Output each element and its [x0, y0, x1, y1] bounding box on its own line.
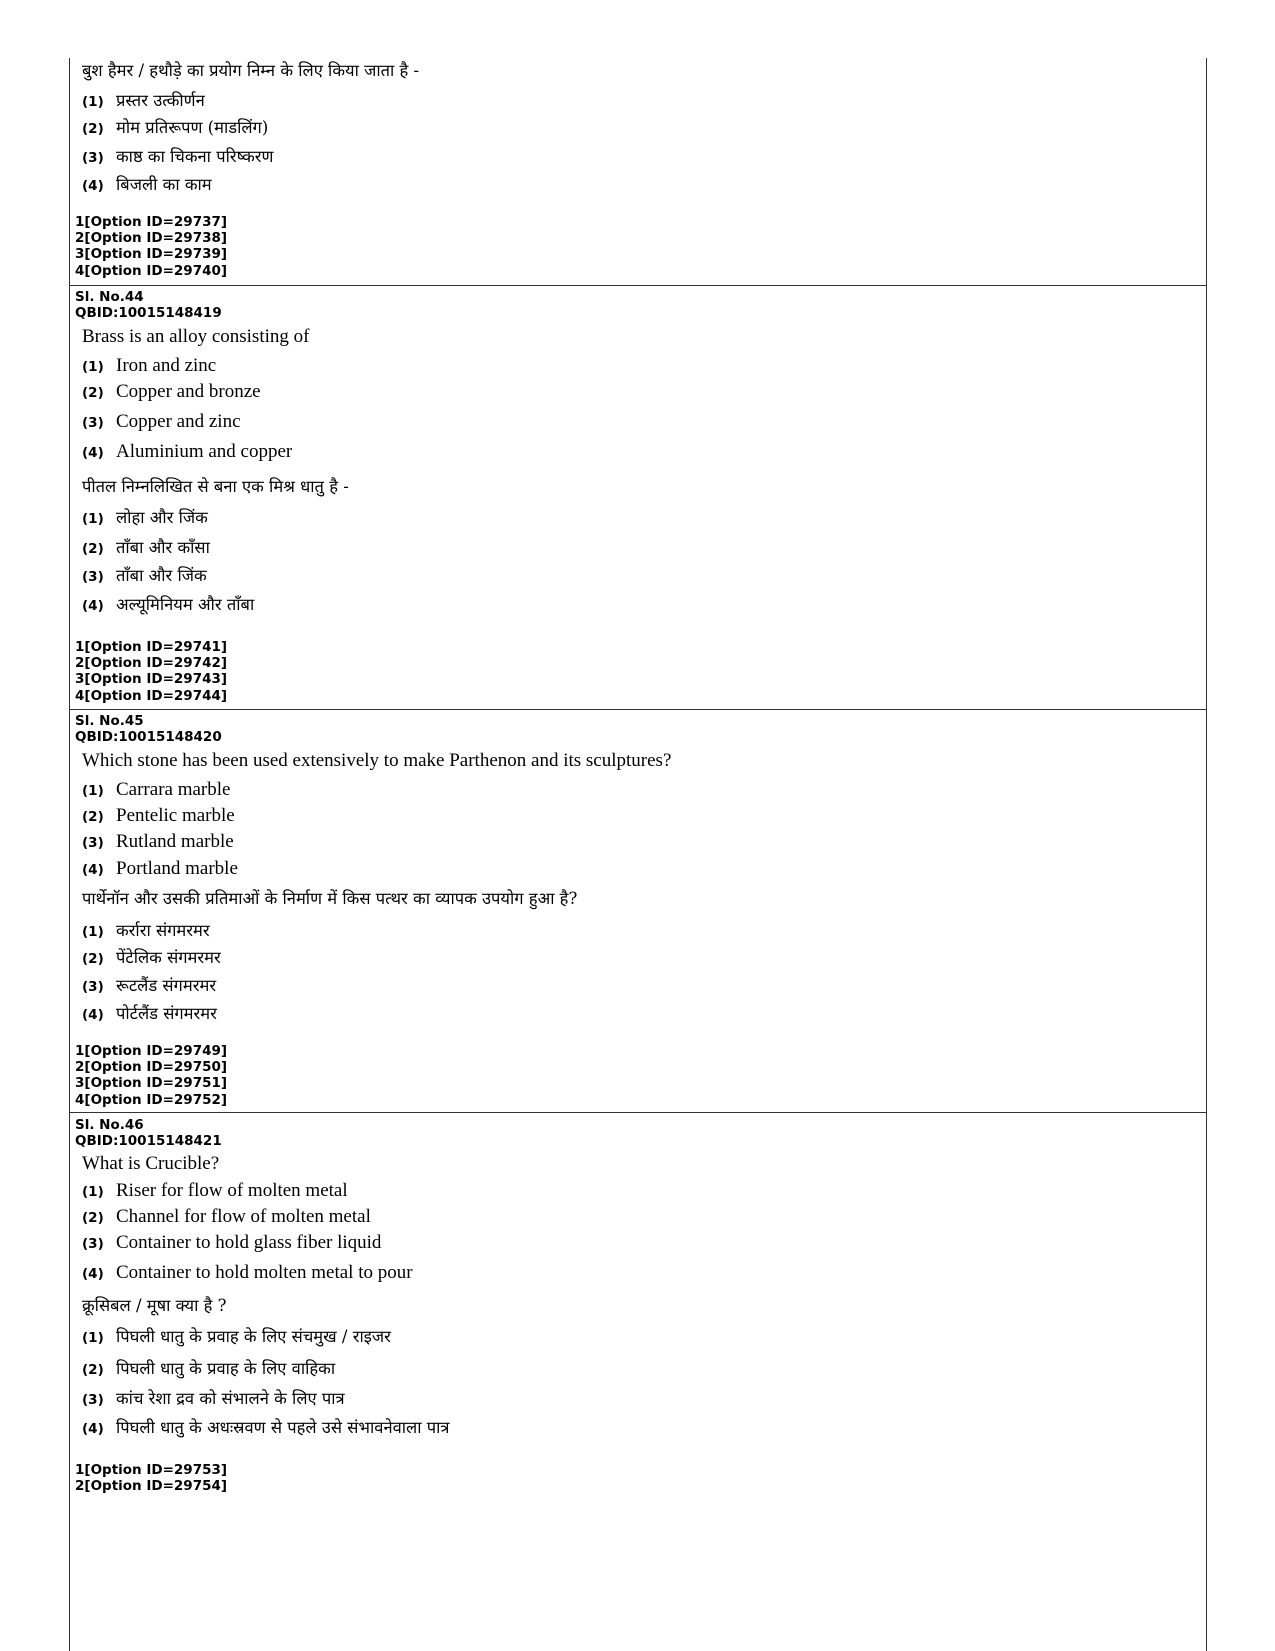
option-number: (4): [82, 445, 104, 461]
option-number: (1): [82, 1184, 104, 1200]
option-number: (3): [82, 979, 104, 995]
option-number: (4): [82, 1421, 104, 1437]
option-number: (3): [82, 1236, 104, 1252]
question-text: Which stone has been used extensively to make Parthenon and its sculptures?: [82, 750, 672, 771]
qbid: QBID:10015148421: [75, 1133, 222, 1149]
option-id-list: [75, 1462, 227, 1494]
option-4-hindi: [82, 1003, 217, 1026]
option-text: Copper and zinc: [116, 411, 241, 432]
option-id: 1[Option ID=29749]: [75, 1043, 228, 1059]
option-3: [82, 1232, 381, 1255]
option-2-hindi: [82, 947, 221, 970]
option-text: Copper and bronze: [116, 381, 261, 402]
option-number: (1): [82, 924, 104, 940]
question-text-hindi: क्रूसिबल / मूषा क्या है ?: [82, 1296, 227, 1315]
option-text: पोर्टलैंड संगमरमर: [116, 1004, 217, 1023]
option-id: 1[Option ID=29737]: [75, 214, 228, 230]
option-4-hindi: [82, 594, 254, 617]
option-text: बिजली का काम: [116, 175, 212, 194]
option-1: [82, 355, 216, 378]
option-3: [82, 831, 234, 854]
option-text: Iron and zinc: [116, 355, 217, 376]
option-id: 1[Option ID=29741]: [75, 639, 228, 655]
option-number: (4): [82, 1007, 104, 1023]
serial-number: Sl. No.46: [75, 1117, 144, 1133]
option-number: (3): [82, 1392, 104, 1408]
option-number: (1): [82, 511, 104, 527]
option-id: 2[Option ID=29754]: [75, 1478, 228, 1495]
option-2: [82, 381, 261, 404]
option-text: काष्ठ का चिकना परिष्करण: [116, 147, 274, 166]
option-id: 4[Option ID=29744]: [75, 687, 228, 704]
option-4-hindi: [82, 1417, 450, 1440]
option-4: [82, 1262, 413, 1285]
option-id: 2[Option ID=29750]: [75, 1059, 228, 1076]
option-3: [82, 411, 241, 434]
option-1-hindi: [82, 90, 205, 113]
question-divider: [70, 1112, 1206, 1113]
option-id-list: [75, 214, 227, 279]
option-1: [82, 1180, 348, 1203]
option-number: (4): [82, 1266, 104, 1282]
qbid: QBID:10015148420: [75, 729, 222, 745]
option-2: [82, 805, 235, 828]
option-number: (1): [82, 1330, 104, 1346]
option-text: Container to hold molten metal to pour: [116, 1262, 413, 1283]
option-number: (3): [82, 569, 104, 585]
option-id: 2[Option ID=29738]: [75, 230, 228, 247]
option-number: (4): [82, 598, 104, 614]
option-4: [82, 858, 238, 881]
question-text-hindi: पीतल निम्नलिखित से बना एक मिश्र धातु है -: [82, 477, 349, 496]
option-number: (2): [82, 1210, 104, 1226]
option-text: Container to hold glass fiber liquid: [116, 1232, 382, 1253]
option-id: 3[Option ID=29751]: [75, 1075, 228, 1092]
option-text: Rutland marble: [116, 831, 234, 852]
option-text: लोहा और जिंक: [116, 508, 208, 527]
option-number: (2): [82, 951, 104, 967]
option-id: 4[Option ID=29740]: [75, 262, 228, 279]
option-number: (3): [82, 835, 104, 851]
option-id: 2[Option ID=29742]: [75, 655, 228, 672]
option-text: ताँबा और काँसा: [116, 538, 210, 557]
serial-number: Sl. No.44: [75, 289, 144, 305]
option-number: (1): [82, 94, 104, 110]
serial-number: Sl. No.45: [75, 713, 144, 729]
option-text: Pentelic marble: [116, 805, 235, 826]
option-text: पिघली धातु के प्रवाह के लिए वाहिका: [116, 1359, 336, 1378]
option-2-hindi: [82, 1358, 335, 1381]
qbid: QBID:10015148419: [75, 305, 222, 321]
option-2-hindi: [82, 117, 268, 140]
question-divider: [70, 285, 1206, 286]
question-text-hindi: बुश हैमर / हथौड़े का प्रयोग निम्न के लिए किया जाता है -: [82, 61, 420, 80]
option-1-hindi: [82, 507, 208, 530]
option-text: Channel for flow of molten metal: [116, 1206, 371, 1227]
option-text: प्रस्तर उत्कीर्णन: [116, 91, 205, 110]
option-number: (2): [82, 385, 104, 401]
option-3-hindi: [82, 565, 207, 588]
option-4-hindi: [82, 174, 212, 197]
option-number: (4): [82, 178, 104, 194]
option-id-list: [75, 639, 227, 704]
option-id: 1[Option ID=29753]: [75, 1462, 228, 1478]
option-text: पिघली धातु के प्रवाह के लिए संचमुख / राइजर: [116, 1327, 391, 1346]
option-id-list: [75, 1043, 227, 1108]
question-text-hindi: पार्थेनॉन और उसकी प्रतिमाओं के निर्माण में किस पत्थर का व्यापक उपयोग हुआ है?: [82, 889, 578, 908]
question-text: Brass is an alloy consisting of: [82, 326, 310, 347]
option-text: अल्यूमिनियम और ताँबा: [116, 595, 255, 614]
option-2-hindi: [82, 537, 210, 560]
option-id: 4[Option ID=29752]: [75, 1091, 228, 1108]
question-divider: [70, 709, 1206, 710]
option-number: (2): [82, 1362, 104, 1378]
option-3-hindi: [82, 146, 273, 169]
option-text: कर्रारा संगमरमर: [116, 921, 210, 940]
option-text: कांच रेशा द्रव को संभालने के लिए पात्र: [116, 1389, 345, 1408]
option-1: [82, 779, 230, 802]
option-number: (2): [82, 541, 104, 557]
option-text: मोम प्रतिरूपण (माडलिंग): [116, 118, 269, 137]
option-number: (3): [82, 150, 104, 166]
option-3-hindi: [82, 1388, 345, 1411]
option-number: (3): [82, 415, 104, 431]
option-text: Portland marble: [116, 858, 238, 879]
option-1-hindi: [82, 1326, 391, 1349]
option-3-hindi: [82, 975, 216, 998]
option-text: Carrara marble: [116, 779, 231, 800]
option-number: (1): [82, 783, 104, 799]
option-number: (2): [82, 121, 104, 137]
option-2: [82, 1206, 371, 1229]
option-number: (4): [82, 862, 104, 878]
option-text: पिघली धातु के अधःस्रवण से पहले उसे संभावनेवाला पात्र: [116, 1418, 450, 1437]
option-text: Riser for flow of molten metal: [116, 1180, 348, 1201]
option-number: (1): [82, 359, 104, 375]
option-number: (2): [82, 809, 104, 825]
question-text: What is Crucible?: [82, 1153, 220, 1174]
option-id: 3[Option ID=29739]: [75, 246, 228, 263]
question-paper-page: [69, 58, 1207, 1651]
option-4: [82, 441, 292, 464]
option-1-hindi: [82, 920, 210, 943]
option-text: रूटलैंड संगमरमर: [116, 976, 217, 995]
option-text: पेंटेलिक संगमरमर: [116, 948, 221, 967]
option-text: ताँबा और जिंक: [116, 566, 207, 585]
option-id: 3[Option ID=29743]: [75, 671, 228, 688]
option-text: Aluminium and copper: [116, 441, 293, 462]
